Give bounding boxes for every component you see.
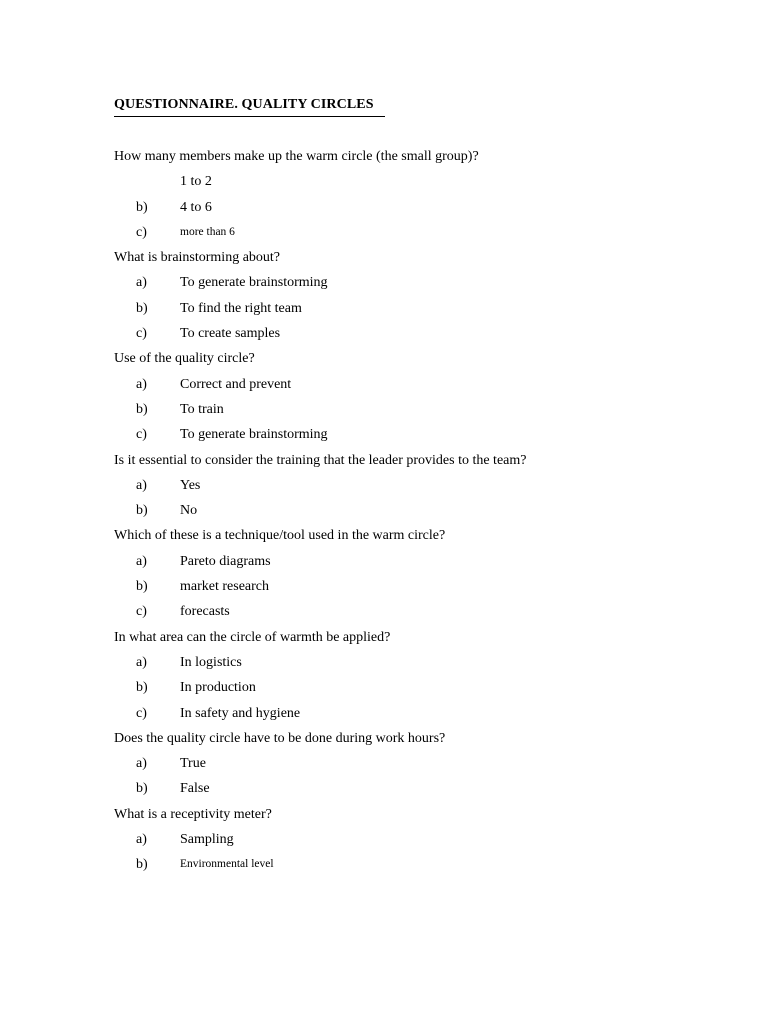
question-3-option-b	[114, 397, 526, 422]
question-2: What is brainstorming about?	[114, 250, 281, 266]
question-3-option-a	[114, 372, 526, 397]
question-8-option-a	[114, 827, 526, 852]
option-letter: b)	[136, 857, 148, 873]
question-1-option-c	[114, 220, 526, 245]
option-text: To train	[180, 401, 224, 417]
option-letter: c)	[136, 427, 147, 443]
question-4-option-a	[114, 473, 526, 498]
option-letter: b)	[136, 781, 148, 797]
question-4-option-b	[114, 498, 526, 523]
option-letter: a)	[136, 477, 147, 493]
option-text: Pareto diagrams	[180, 553, 271, 569]
question-3: Use of the quality circle?	[114, 351, 255, 367]
question-7-option-a	[114, 751, 526, 776]
option-text: In logistics	[180, 654, 242, 670]
questionnaire-body	[114, 144, 526, 878]
option-text: Environmental level	[180, 858, 274, 871]
question-1: How many members make up the warm circle (the small group)?	[114, 149, 479, 164]
option-text: To generate brainstorming	[180, 275, 328, 291]
question-7-option-b	[114, 776, 526, 801]
question-1-option-b	[114, 195, 526, 220]
option-text: Yes	[180, 477, 201, 493]
option-letter: c)	[136, 224, 147, 240]
option-text: No	[180, 503, 198, 519]
option-letter: a)	[136, 376, 147, 392]
option-text: To create samples	[180, 326, 281, 342]
option-text: In safety and hygiene	[180, 705, 301, 721]
option-text: True	[180, 756, 206, 772]
option-letter: c)	[136, 326, 147, 342]
question-6-option-c	[114, 701, 526, 726]
option-letter: a)	[136, 756, 147, 772]
option-letter: a)	[136, 654, 147, 670]
option-text: To find the right team	[180, 300, 302, 316]
option-text: market research	[180, 579, 269, 595]
option-letter: b)	[136, 199, 148, 215]
option-text: False	[180, 781, 210, 797]
question-2-option-c	[114, 321, 526, 346]
question-7: Does the quality circle have to be done during work hours?	[114, 730, 446, 746]
option-letter: b)	[136, 300, 148, 316]
question-5-option-c	[114, 599, 526, 624]
question-6-option-b	[114, 675, 526, 700]
option-text: 1 to 2	[180, 174, 212, 190]
option-text: forecasts	[180, 604, 230, 620]
option-letter: b)	[136, 401, 148, 417]
option-letter: c)	[136, 705, 147, 721]
option-letter: a)	[136, 553, 147, 569]
question-5-option-b	[114, 574, 526, 599]
question-6: In what area can the circle of warmth be applied?	[114, 629, 391, 645]
option-letter: a)	[136, 832, 147, 848]
document-title: QUESTIONNAIRE. QUALITY CIRCLES	[114, 97, 374, 112]
question-8-option-b	[114, 852, 526, 877]
option-letter: b)	[136, 680, 148, 696]
option-text: Correct and prevent	[180, 376, 292, 392]
question-4: Is it essential to consider the training that the leader provides to the team?	[114, 452, 527, 468]
question-2-option-b	[114, 296, 526, 321]
question-5: Which of these is a technique/tool used in the warm circle?	[114, 528, 446, 544]
question-2-option-a	[114, 270, 526, 295]
question-5-option-a	[114, 549, 526, 574]
option-text: To generate brainstorming	[180, 427, 328, 443]
option-text: Sampling	[180, 832, 234, 848]
option-text: In production	[180, 680, 256, 696]
option-text: more than 6	[180, 225, 235, 238]
option-letter: b)	[136, 503, 148, 519]
question-8: What is a receptivity meter?	[114, 806, 272, 822]
question-6-option-a	[114, 650, 526, 675]
question-1-option-a	[114, 169, 526, 194]
option-letter: b)	[136, 579, 148, 595]
option-letter: a)	[136, 275, 147, 291]
option-text: 4 to 6	[180, 199, 212, 215]
title-underline	[114, 116, 385, 117]
option-letter: c)	[136, 604, 147, 620]
question-3-option-c	[114, 422, 526, 447]
